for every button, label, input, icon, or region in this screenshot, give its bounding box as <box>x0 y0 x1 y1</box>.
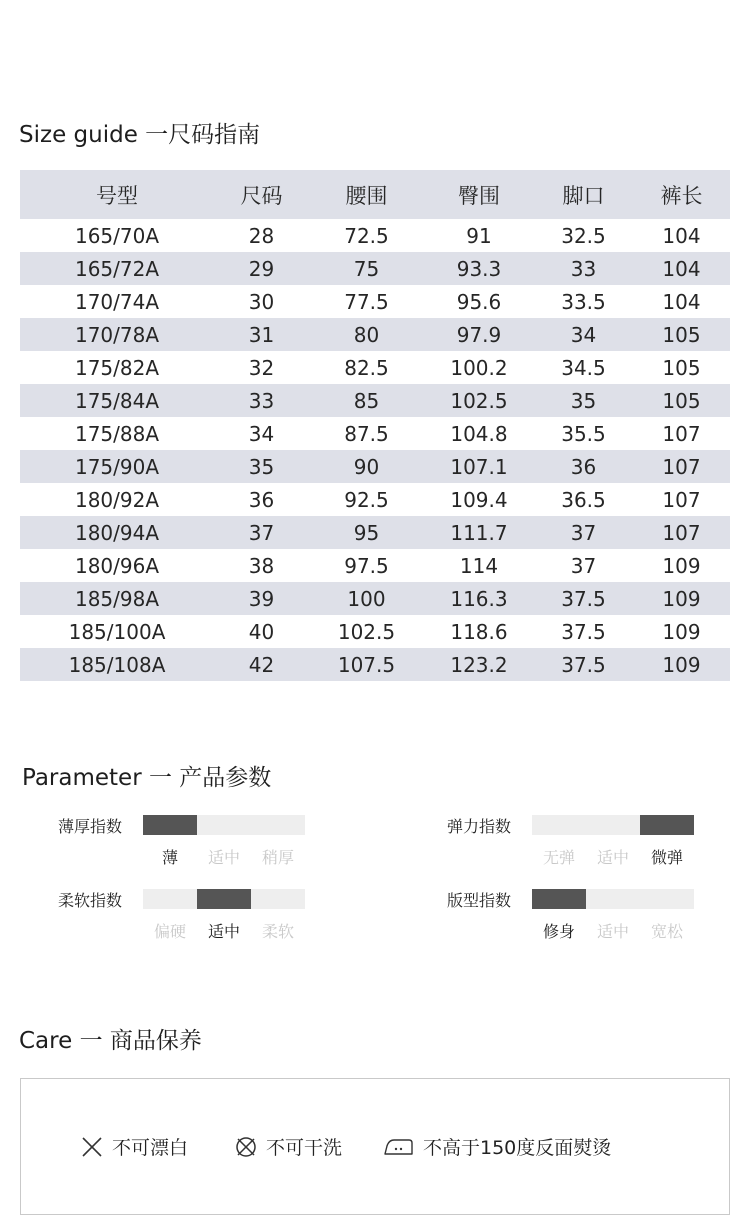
cell-size: 35 <box>214 450 309 483</box>
cell-hip: 100.2 <box>424 351 534 384</box>
table-row <box>20 285 730 318</box>
param-option: 无弹 <box>542 848 575 867</box>
cell-waist: 80 <box>309 318 424 351</box>
cell-model: 175/84A <box>20 384 214 417</box>
column-header-model: 号型 <box>20 170 214 219</box>
cell-hem: 33.5 <box>534 285 633 318</box>
cell-hem: 34 <box>534 318 633 351</box>
cell-model: 170/74A <box>20 285 214 318</box>
cell-hem: 37 <box>534 516 633 549</box>
cell-size: 39 <box>214 582 309 615</box>
cell-length: 107 <box>633 483 730 516</box>
table-row <box>20 417 730 450</box>
cell-hip: 109.4 <box>424 483 534 516</box>
cell-waist: 85 <box>309 384 424 417</box>
cell-hip: 118.6 <box>424 615 534 648</box>
cell-length: 105 <box>633 351 730 384</box>
column-header-length: 裤长 <box>633 170 730 219</box>
table-row <box>20 615 730 648</box>
param-bar-thickness <box>143 815 305 835</box>
table-row <box>20 648 730 681</box>
cell-length: 105 <box>633 384 730 417</box>
param-bar-softness <box>143 889 305 909</box>
param-label-fit: 版型指数 <box>447 891 512 910</box>
cell-size: 31 <box>214 318 309 351</box>
cell-hip: 91 <box>424 219 534 252</box>
cell-model: 170/78A <box>20 318 214 351</box>
care-item-no-bleach <box>80 1079 188 1214</box>
param-bar-fit <box>532 889 694 909</box>
param-option: 适中 <box>596 922 629 941</box>
cell-model: 185/108A <box>20 648 214 681</box>
param-option: 修身 <box>542 922 575 941</box>
param-label-elasticity: 弹力指数 <box>447 817 512 836</box>
cell-length: 104 <box>633 252 730 285</box>
cell-hem: 37 <box>534 549 633 582</box>
cell-length: 109 <box>633 615 730 648</box>
cell-length: 107 <box>633 516 730 549</box>
cell-model: 185/98A <box>20 582 214 615</box>
column-header-hem: 脚口 <box>534 170 633 219</box>
cell-waist: 97.5 <box>309 549 424 582</box>
table-row <box>20 450 730 483</box>
cell-waist: 75 <box>309 252 424 285</box>
care-title: Care 一 商品保养 <box>19 1028 202 1054</box>
cell-model: 175/82A <box>20 351 214 384</box>
care-item-no-dry-clean <box>234 1079 342 1214</box>
param-bar-fill <box>532 889 586 909</box>
cell-waist: 82.5 <box>309 351 424 384</box>
cell-hem: 35 <box>534 384 633 417</box>
table-row <box>20 384 730 417</box>
param-label-thickness: 薄厚指数 <box>58 817 123 836</box>
care-text-no-dry-clean: 不可干洗 <box>266 1137 343 1159</box>
cell-length: 104 <box>633 285 730 318</box>
cell-hip: 107.1 <box>424 450 534 483</box>
cell-hip: 123.2 <box>424 648 534 681</box>
no-bleach-icon <box>80 1135 104 1159</box>
cell-length: 107 <box>633 450 730 483</box>
param-label-softness: 柔软指数 <box>58 891 123 910</box>
cell-model: 180/94A <box>20 516 214 549</box>
cell-waist: 102.5 <box>309 615 424 648</box>
param-option: 适中 <box>596 848 629 867</box>
cell-hip: 116.3 <box>424 582 534 615</box>
cell-length: 109 <box>633 549 730 582</box>
cell-size: 32 <box>214 351 309 384</box>
cell-waist: 95 <box>309 516 424 549</box>
parameter-title: Parameter 一 产品参数 <box>22 765 272 791</box>
cell-waist: 100 <box>309 582 424 615</box>
cell-waist: 87.5 <box>309 417 424 450</box>
column-header-waist: 腰围 <box>309 170 424 219</box>
cell-hip: 111.7 <box>424 516 534 549</box>
param-option: 偏硬 <box>153 922 186 941</box>
cell-hip: 97.9 <box>424 318 534 351</box>
care-box <box>20 1078 730 1215</box>
cell-hip: 102.5 <box>424 384 534 417</box>
cell-size: 36 <box>214 483 309 516</box>
cell-length: 107 <box>633 417 730 450</box>
no-dry-clean-icon <box>234 1135 258 1159</box>
size-table <box>20 170 730 681</box>
cell-size: 30 <box>214 285 309 318</box>
param-bar-fill <box>143 815 197 835</box>
cell-waist: 92.5 <box>309 483 424 516</box>
table-row <box>20 252 730 285</box>
cell-hem: 33 <box>534 252 633 285</box>
param-option: 稍厚 <box>261 848 294 867</box>
cell-hem: 34.5 <box>534 351 633 384</box>
cell-size: 38 <box>214 549 309 582</box>
cell-waist: 107.5 <box>309 648 424 681</box>
iron-icon <box>383 1135 415 1159</box>
cell-hem: 32.5 <box>534 219 633 252</box>
care-text-iron: 不高于150度反面熨烫 <box>423 1137 612 1159</box>
cell-length: 105 <box>633 318 730 351</box>
care-text-no-bleach: 不可漂白 <box>112 1137 189 1159</box>
table-row <box>20 582 730 615</box>
size-table-body <box>20 219 730 681</box>
cell-hip: 93.3 <box>424 252 534 285</box>
column-header-size: 尺码 <box>214 170 309 219</box>
param-option: 适中 <box>207 922 240 941</box>
cell-hip: 114 <box>424 549 534 582</box>
cell-model: 165/72A <box>20 252 214 285</box>
cell-hem: 36.5 <box>534 483 633 516</box>
cell-length: 104 <box>633 219 730 252</box>
param-option: 柔软 <box>261 922 294 941</box>
table-row <box>20 219 730 252</box>
cell-size: 34 <box>214 417 309 450</box>
param-option: 宽松 <box>650 922 683 941</box>
cell-model: 185/100A <box>20 615 214 648</box>
param-bar-fill <box>640 815 694 835</box>
param-option: 微弹 <box>650 848 683 867</box>
cell-size: 42 <box>214 648 309 681</box>
cell-hem: 37.5 <box>534 648 633 681</box>
size-table-header-row <box>20 170 730 219</box>
table-row <box>20 549 730 582</box>
table-row <box>20 351 730 384</box>
param-bar-fill <box>197 889 251 909</box>
cell-model: 165/70A <box>20 219 214 252</box>
cell-length: 109 <box>633 648 730 681</box>
care-item-iron <box>383 1079 611 1214</box>
param-option: 薄 <box>161 848 178 867</box>
table-row <box>20 516 730 549</box>
cell-hem: 35.5 <box>534 417 633 450</box>
param-option: 适中 <box>207 848 240 867</box>
cell-size: 29 <box>214 252 309 285</box>
param-bar-elasticity <box>532 815 694 835</box>
cell-model: 175/88A <box>20 417 214 450</box>
cell-hem: 37.5 <box>534 615 633 648</box>
cell-hip: 104.8 <box>424 417 534 450</box>
cell-size: 33 <box>214 384 309 417</box>
table-row <box>20 483 730 516</box>
cell-model: 180/92A <box>20 483 214 516</box>
cell-size: 28 <box>214 219 309 252</box>
cell-size: 40 <box>214 615 309 648</box>
cell-hem: 37.5 <box>534 582 633 615</box>
cell-waist: 77.5 <box>309 285 424 318</box>
cell-hip: 95.6 <box>424 285 534 318</box>
table-row <box>20 318 730 351</box>
cell-model: 175/90A <box>20 450 214 483</box>
cell-model: 180/96A <box>20 549 214 582</box>
cell-size: 37 <box>214 516 309 549</box>
column-header-hip: 臀围 <box>424 170 534 219</box>
cell-waist: 90 <box>309 450 424 483</box>
cell-hem: 36 <box>534 450 633 483</box>
cell-waist: 72.5 <box>309 219 424 252</box>
cell-length: 109 <box>633 582 730 615</box>
size-guide-title: Size guide 一尺码指南 <box>19 122 261 148</box>
